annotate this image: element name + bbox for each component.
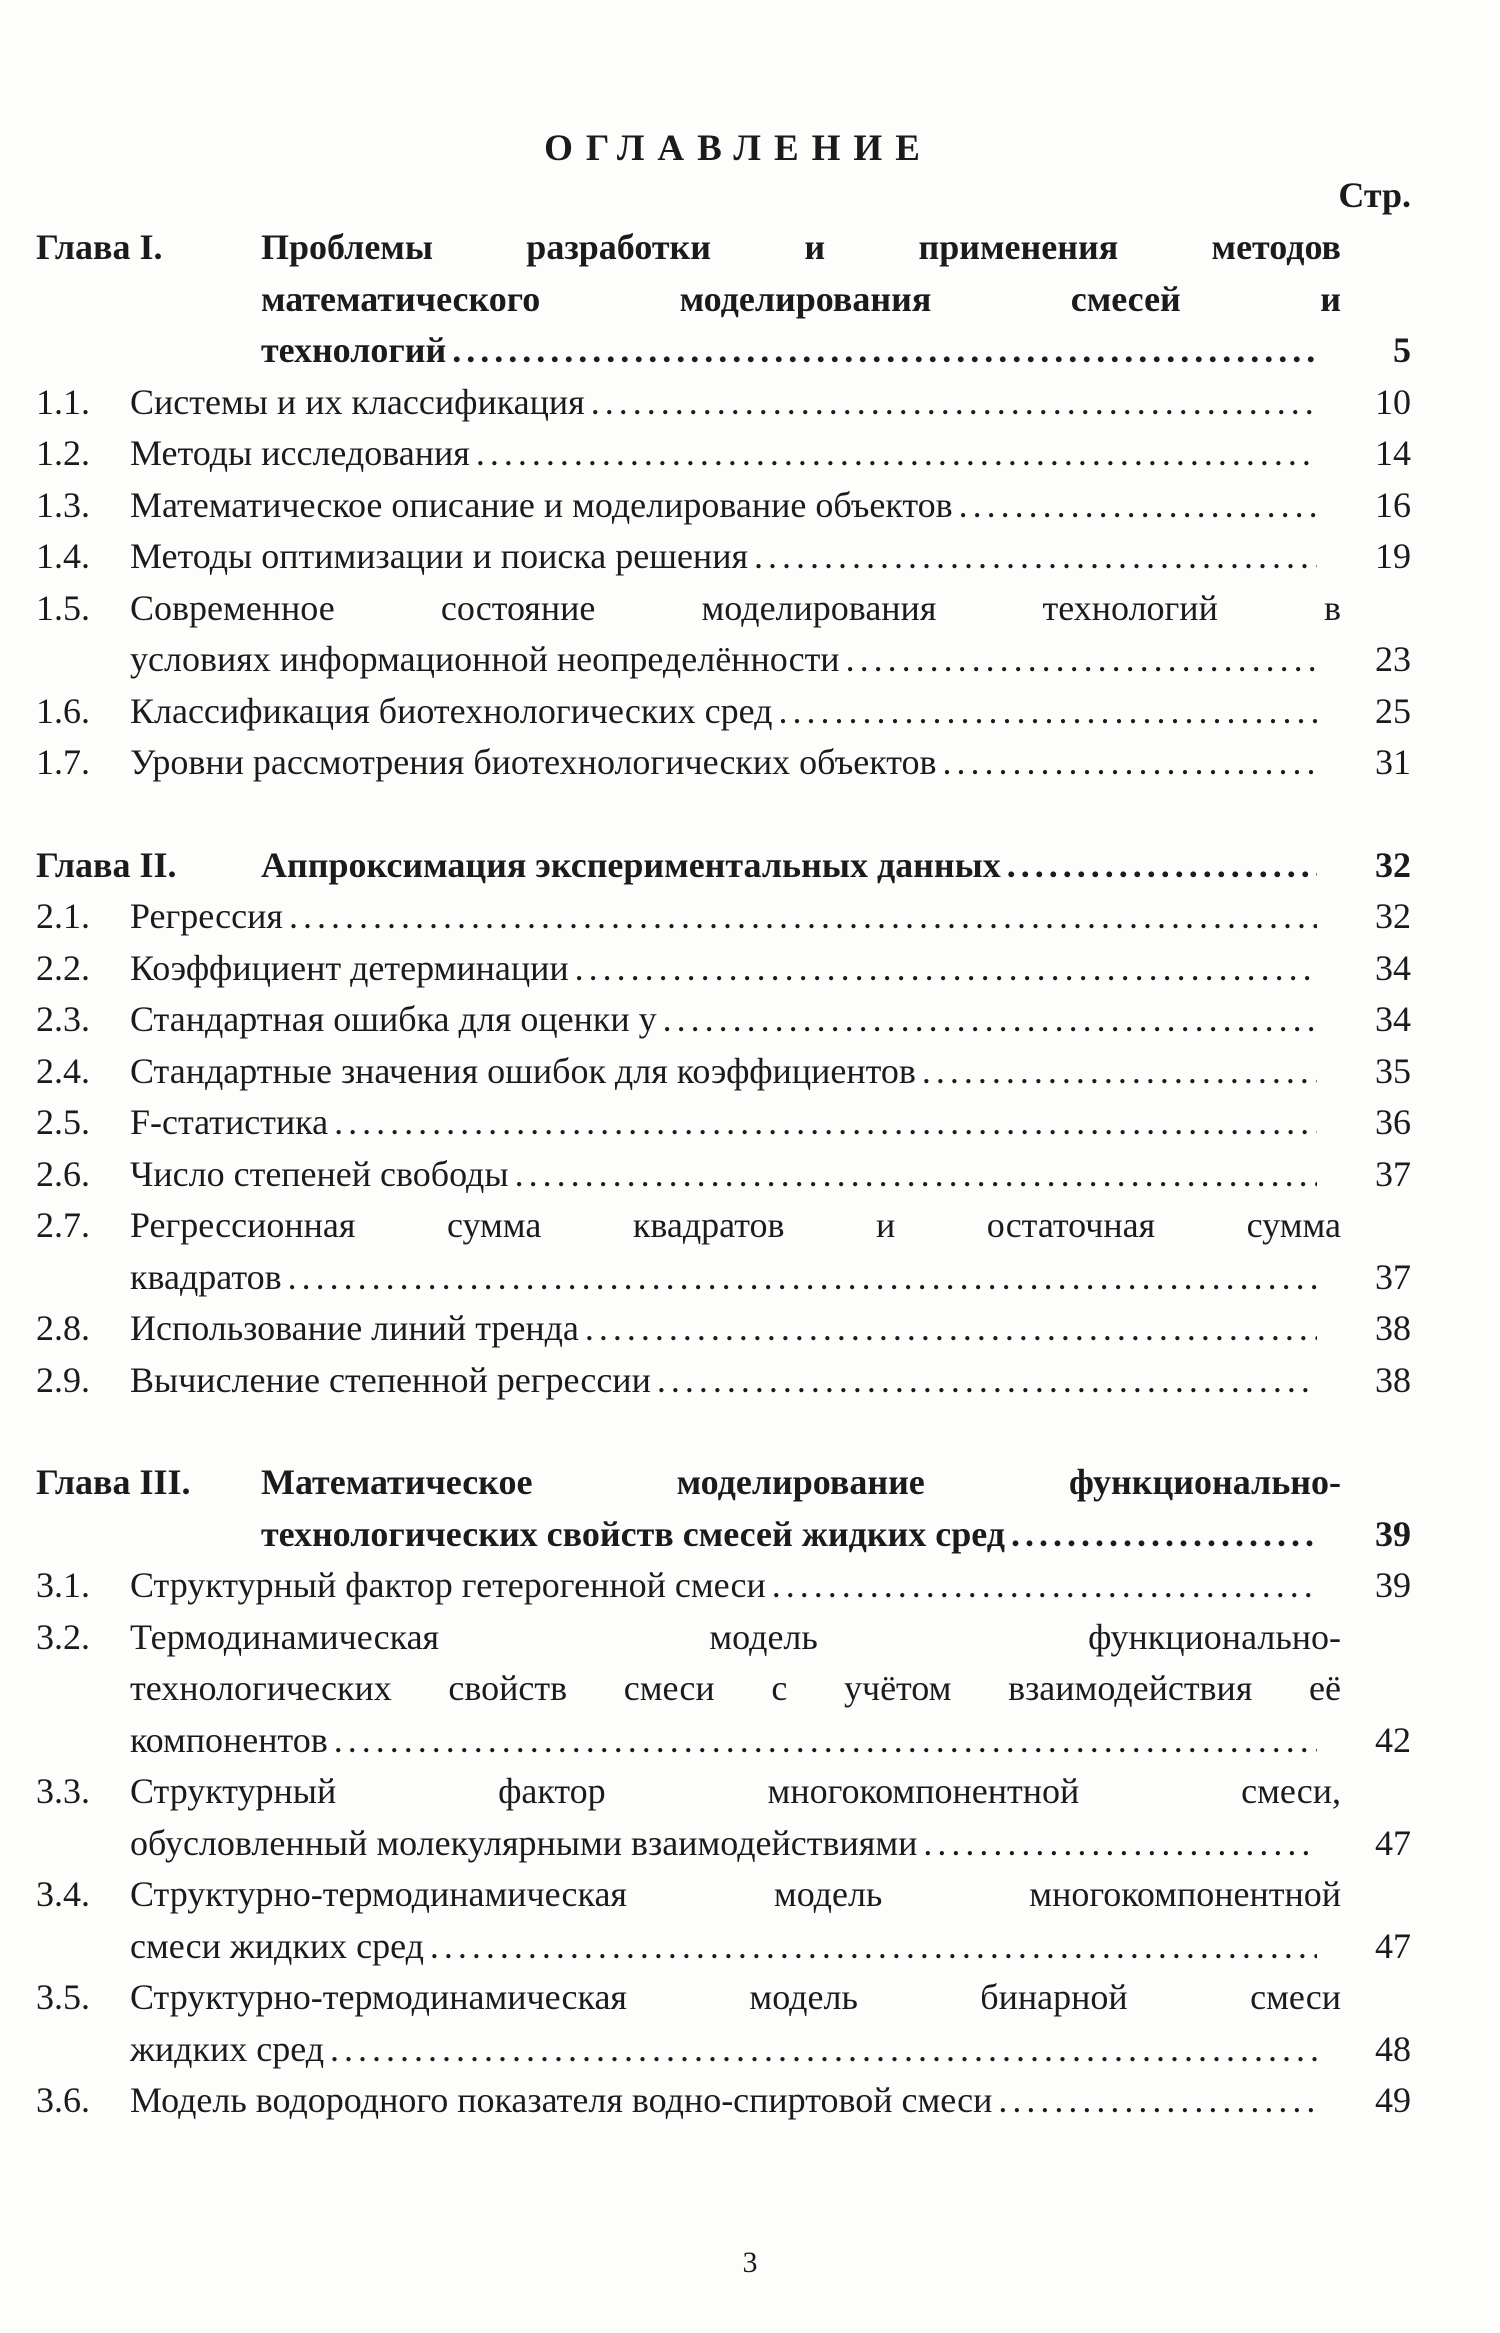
- chapter-title: [261, 1457, 1341, 1560]
- entry-line: [130, 480, 1341, 532]
- entry-line: Структурно-термодинамическая модель бинарной смеси: [130, 1977, 1341, 2017]
- section-number: 3.6.: [36, 2080, 90, 2120]
- entry-line: [130, 428, 1341, 480]
- section-number: 1.2.: [36, 433, 90, 473]
- section-page: 10: [1375, 381, 1411, 422]
- section-title: [130, 1612, 1341, 1767]
- entry-line: [130, 1046, 1341, 1098]
- section-number: 2.3.: [36, 999, 90, 1039]
- entry-line: Структурно-термодинамическая модель многокомпонентной: [130, 1874, 1341, 1914]
- dot-leader: [591, 377, 1317, 429]
- entry-text: Вычисление степенной регрессии: [130, 1359, 651, 1400]
- chapter-3: [36, 1457, 1411, 2127]
- toc-entry: [36, 1200, 1411, 1303]
- chapter-title: [261, 840, 1341, 892]
- dot-leader: [657, 1355, 1317, 1407]
- section-title: [130, 1355, 1341, 1407]
- section-page: 38: [1375, 1359, 1411, 1400]
- dot-leader: [334, 1097, 1317, 1149]
- entry-text: компонентов: [130, 1719, 328, 1760]
- dot-leader: [846, 634, 1317, 686]
- section-page: 19: [1375, 536, 1411, 576]
- section-number: 2.2.: [36, 947, 90, 988]
- entry-line: Проблемы разработки и применения методов: [261, 227, 1341, 267]
- toc-entry: [36, 943, 1411, 995]
- section-number: 1.3.: [36, 484, 90, 525]
- section-number: 2.4.: [36, 1050, 90, 1091]
- entry-line: [130, 377, 1341, 429]
- toc-entry: [36, 1972, 1411, 2075]
- section-page: 32: [1375, 896, 1411, 936]
- toc-entry: [36, 480, 1411, 532]
- section-page: 42: [1375, 1719, 1411, 1760]
- entry-line: [130, 531, 1341, 583]
- section-title: [130, 1200, 1341, 1303]
- chapter-heading: [36, 1457, 1411, 1560]
- toc-entry: [36, 2075, 1411, 2127]
- entry-line: [261, 1509, 1341, 1561]
- entry-line: [130, 1355, 1341, 1407]
- section-title: [130, 531, 1341, 583]
- section-number: 2.6.: [36, 1153, 90, 1194]
- dot-leader: [334, 1715, 1317, 1767]
- section-page: 31: [1375, 742, 1411, 782]
- section-page: 14: [1375, 433, 1411, 473]
- toc-entry: [36, 428, 1411, 480]
- chapter-label: Глава II.: [36, 844, 177, 885]
- section-number: 2.8.: [36, 1308, 90, 1348]
- section-page: 16: [1375, 484, 1411, 525]
- dot-leader: [430, 1921, 1317, 1973]
- dot-leader: [772, 1560, 1317, 1612]
- chapter-page: 39: [1375, 1513, 1411, 1554]
- entry-text: условиях информационной неопределённости: [130, 639, 840, 679]
- entry-text: Использование линий тренда: [130, 1308, 579, 1348]
- dot-leader: [288, 1252, 1317, 1304]
- section-title: [130, 1149, 1341, 1201]
- section-number: 3.4.: [36, 1874, 90, 1914]
- entry-text: Классификация биотехнологических сред: [130, 690, 773, 731]
- section-title: [130, 1046, 1341, 1098]
- entry-text: Стандартные значения ошибок для коэффициентов: [130, 1050, 916, 1091]
- section-title: [130, 737, 1341, 789]
- entry-text: технологических свойств смесей жидких сред: [261, 1513, 1006, 1554]
- section-number: 2.7.: [36, 1205, 90, 1245]
- entry-text: Методы оптимизации и поиска решения: [130, 536, 749, 576]
- section-number: 3.2.: [36, 1616, 90, 1657]
- entry-line: [130, 891, 1341, 943]
- entry-line: [130, 1921, 1341, 1973]
- dot-leader: [452, 325, 1317, 377]
- section-number: 1.5.: [36, 587, 90, 628]
- toc-title: ОГЛАВЛЕНИЕ: [544, 128, 933, 169]
- entry-text: Число степеней свободы: [130, 1153, 509, 1194]
- toc-entry: [36, 1303, 1411, 1355]
- entry-text: Регрессия: [130, 896, 283, 936]
- dot-leader: [959, 480, 1317, 532]
- entry-text: F-статистика: [130, 1102, 329, 1142]
- dot-leader: [922, 1046, 1317, 1098]
- entry-text: Коэффициент детерминации: [130, 947, 569, 988]
- entry-text: Структурный фактор гетерогенной смеси: [130, 1565, 766, 1605]
- entry-text: квадратов: [130, 1256, 282, 1297]
- section-title: [130, 2075, 1341, 2127]
- section-title: [130, 1869, 1341, 1972]
- toc-entry: [36, 1355, 1411, 1407]
- toc-entry: [36, 377, 1411, 429]
- section-page: 48: [1375, 2028, 1411, 2069]
- section-title: [130, 1303, 1341, 1355]
- entry-line: [130, 737, 1341, 789]
- section-number: 1.6.: [36, 690, 90, 731]
- chapter-2: [36, 840, 1411, 1407]
- section-title: [130, 891, 1341, 943]
- section-title: [130, 1972, 1341, 2075]
- section-title: [130, 1560, 1341, 1612]
- toc-entry: [36, 1612, 1411, 1767]
- entry-line: математического моделирования смесей и: [261, 278, 1341, 319]
- entry-line: [130, 634, 1341, 686]
- chapter-heading: [36, 840, 1411, 892]
- section-page: 25: [1375, 690, 1411, 731]
- entry-line: Математическое моделирование функционально-: [261, 1462, 1341, 1502]
- entry-text: Аппроксимация экспериментальных данных: [261, 844, 1001, 885]
- page-number: 3: [742, 2246, 758, 2279]
- dot-leader: [942, 737, 1317, 789]
- dot-leader: [585, 1303, 1317, 1355]
- entry-text: Математическое описание и моделирование объектов: [130, 484, 953, 525]
- section-number: 1.7.: [36, 742, 90, 782]
- section-number: 2.5.: [36, 1102, 90, 1142]
- dot-leader: [476, 428, 1317, 480]
- section-number: 3.3.: [36, 1771, 90, 1811]
- dot-leader: [515, 1149, 1317, 1201]
- entry-text: Модель водородного показателя водно-спиртовой смеси: [130, 2080, 993, 2120]
- dot-leader: [754, 531, 1317, 583]
- toc-entry: [36, 1560, 1411, 1612]
- entry-text: Стандартная ошибка для оценки y: [130, 999, 657, 1039]
- section-title: [130, 943, 1341, 995]
- entry-line: Современное состояние моделирования технологий в: [130, 587, 1341, 628]
- dot-leader: [1011, 1509, 1317, 1561]
- toc-entry: [36, 737, 1411, 789]
- section-number: 3.5.: [36, 1977, 90, 2017]
- section-title: [130, 686, 1341, 738]
- entry-line: [130, 994, 1341, 1046]
- section-page: 36: [1375, 1102, 1411, 1142]
- section-number: 3.1.: [36, 1565, 90, 1605]
- chapter-label: Глава I.: [36, 227, 163, 267]
- section-page: 38: [1375, 1308, 1411, 1348]
- chapter-page: 32: [1375, 844, 1411, 885]
- section-page: 37: [1375, 1153, 1411, 1194]
- entry-line: Регрессионная сумма квадратов и остаточная сумма: [130, 1205, 1341, 1245]
- entry-text: Методы исследования: [130, 433, 470, 473]
- section-page: 35: [1375, 1050, 1411, 1091]
- toc-entry: [36, 1869, 1411, 1972]
- chapter-heading: [36, 222, 1411, 377]
- chapter-1: [36, 222, 1411, 789]
- section-title: [130, 1097, 1341, 1149]
- entry-line: Термодинамическая модель функционально-: [130, 1616, 1341, 1657]
- toc-entry: [36, 531, 1411, 583]
- section-number: 1.1.: [36, 381, 90, 422]
- dot-leader: [330, 2024, 1317, 2076]
- section-title: [130, 480, 1341, 532]
- section-number: 2.1.: [36, 896, 90, 936]
- toc-entry: [36, 1149, 1411, 1201]
- entry-line: [130, 943, 1341, 995]
- toc-entry: [36, 1766, 1411, 1869]
- entry-text: Системы и их классификация: [130, 381, 585, 422]
- entry-line: [130, 1818, 1341, 1870]
- chapter-page: 5: [1393, 330, 1411, 370]
- entry-text: Уровни рассмотрения биотехнологических объектов: [130, 742, 937, 782]
- section-page: 39: [1375, 1565, 1411, 1605]
- section-title: [130, 377, 1341, 429]
- section-page: 34: [1375, 947, 1411, 988]
- chapter-label: Глава III.: [36, 1462, 191, 1502]
- chapter-title: [261, 222, 1341, 377]
- dot-leader: [575, 943, 1317, 995]
- entry-line: [130, 1303, 1341, 1355]
- entry-text: смеси жидких сред: [130, 1925, 424, 1966]
- toc-entry: [36, 1046, 1411, 1098]
- toc-entry: [36, 994, 1411, 1046]
- section-page: 47: [1375, 1925, 1411, 1966]
- entry-line: [130, 2075, 1341, 2127]
- entry-line: [130, 1149, 1341, 1201]
- entry-line: [130, 1252, 1341, 1304]
- entry-line: [130, 2024, 1341, 2076]
- entry-line: [130, 1715, 1341, 1767]
- entry-line: [130, 1097, 1341, 1149]
- dot-leader: [663, 994, 1317, 1046]
- toc-entry: [36, 891, 1411, 943]
- entry-line: Структурный фактор многокомпонентной смеси,: [130, 1771, 1341, 1811]
- toc-entry: [36, 1097, 1411, 1149]
- entry-text: технологий: [261, 330, 447, 370]
- entry-line: [261, 840, 1341, 892]
- section-number: 1.4.: [36, 536, 90, 576]
- section-number: 2.9.: [36, 1359, 90, 1400]
- toc-entry: [36, 583, 1411, 686]
- dot-leader: [289, 891, 1317, 943]
- section-page: 23: [1375, 639, 1411, 679]
- entry-line: [261, 325, 1341, 377]
- dot-leader: [1007, 840, 1317, 892]
- section-page: 37: [1375, 1256, 1411, 1297]
- entry-line: [130, 1560, 1341, 1612]
- toc-entry: [36, 686, 1411, 738]
- page-column-label: Стр.: [1338, 175, 1411, 215]
- section-title: [130, 583, 1341, 686]
- section-page: 34: [1375, 999, 1411, 1039]
- entry-line: [130, 686, 1341, 738]
- section-title: [130, 428, 1341, 480]
- entry-text: жидких сред: [130, 2028, 325, 2069]
- dot-leader: [923, 1818, 1317, 1870]
- entry-line: технологических свойств смеси с учётом взаимодействия её: [130, 1668, 1341, 1708]
- section-page: 49: [1375, 2080, 1411, 2120]
- toc-page: [36, 125, 1411, 2127]
- section-title: [130, 1766, 1341, 1869]
- section-page: 47: [1375, 1822, 1411, 1863]
- dot-leader: [778, 686, 1317, 738]
- section-title: [130, 994, 1341, 1046]
- entry-text: обусловленный молекулярными взаимодействиями: [130, 1822, 918, 1863]
- dot-leader: [998, 2075, 1317, 2127]
